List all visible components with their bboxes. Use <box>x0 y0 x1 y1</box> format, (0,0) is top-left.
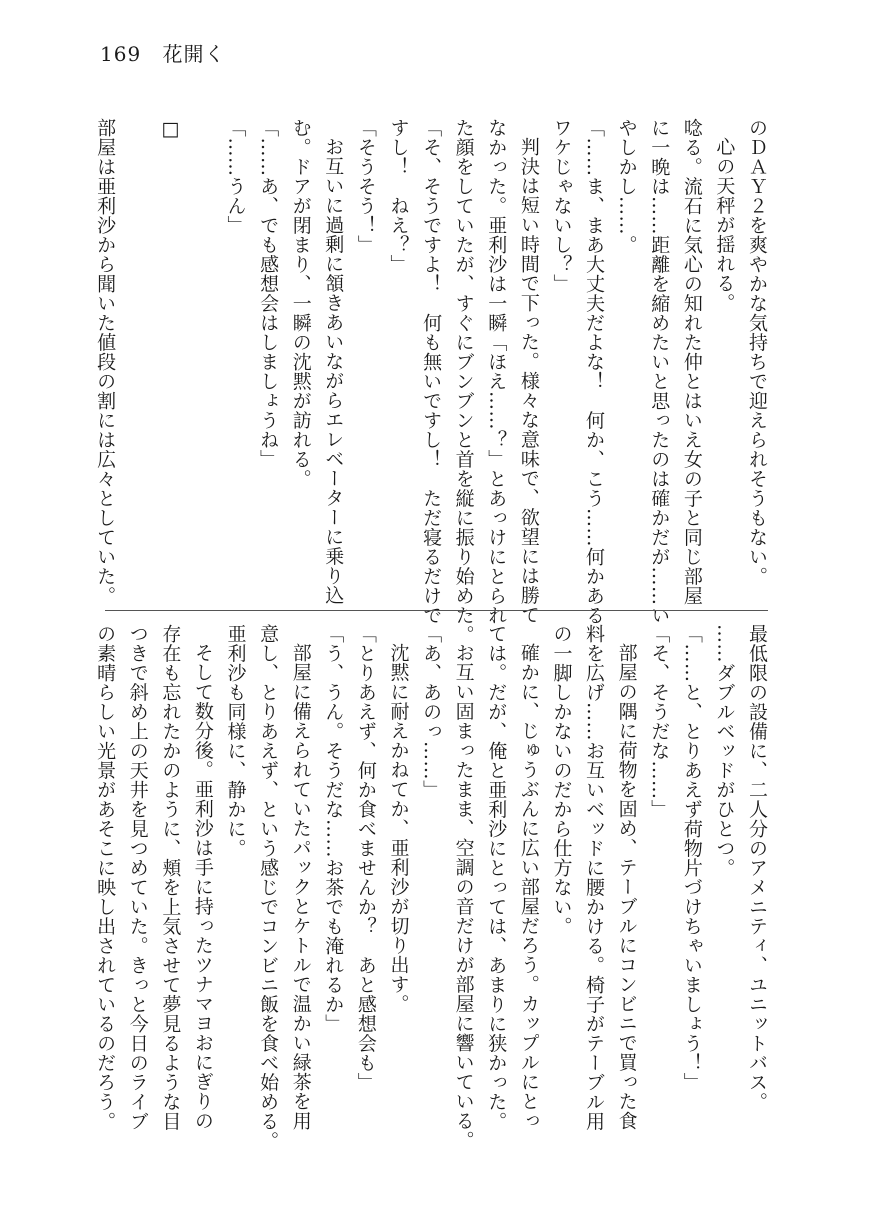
top-text-block <box>89 118 773 645</box>
text-line: 「う、うん。そうだな……お茶でも淹れるか」 <box>322 624 345 1034</box>
text-line <box>121 118 154 598</box>
text-line: 唸る。流石に気心の知れた仲とはいえ女の子と同じ部屋 <box>680 118 703 606</box>
text-line: 判決は短い時間で下った。様々な意味で、欲望には勝て <box>517 137 540 625</box>
text-line: お互い固まったまま、空調の音だけが部屋に響いている。 <box>452 643 475 1150</box>
text-line: 部屋は亜利沙から聞いた値段の割には広々としていた。 <box>94 118 117 606</box>
text-line: ては。だが、俺と亜利沙にとっては、あまりに狭かった。 <box>485 624 508 1131</box>
text-line: た顔をしていたが、すぐにブンブンと首を縦に振り始めた。 <box>452 118 475 645</box>
text-line: 心の天秤が揺れる。 <box>713 137 736 313</box>
text-line: そして数分後。亜利沙は手に持ったツナマヨおにぎりの <box>191 643 214 1131</box>
text-line: 「そうそう！」 <box>354 118 377 255</box>
section-divider <box>105 610 768 611</box>
text-line: む。ドアが閉まり、一瞬の沈黙が訪れる。 <box>289 118 312 489</box>
page-number: 169 <box>100 42 142 66</box>
text-line: 「……あ、でも感想会はしましょうね」 <box>257 118 280 469</box>
text-line: 存在も忘れたかのように、頬を上気させて夢見るような目 <box>159 624 182 1131</box>
text-line: 確かに、じゅうぶんに広い部屋だろう。カップルにとっ <box>517 643 540 1131</box>
text-line: 亜利沙も同様に、静かに。 <box>224 624 247 858</box>
text-line: 料を広げ……お互いベッドに腰かける。椅子がテーブル用 <box>583 624 606 1131</box>
text-line: 「あ、あのっ……」 <box>420 624 443 800</box>
text-line <box>186 118 219 598</box>
text-line: 部屋の隅に荷物を固め、テーブルにコンビニで買った食 <box>615 643 638 1131</box>
text-line: 「そ、そうですよ！ 何も無いですし！ ただ寝るだけで <box>420 118 443 625</box>
text-line: の素晴らしい光景があそこに映し出されているのだろう。 <box>94 624 117 1131</box>
text-line: つきで斜め上の天井を見つめていた。きっと今日のライブ <box>126 624 149 1131</box>
text-line: やしかし……。 <box>615 118 638 255</box>
text-line: すし！ ねえ？」 <box>387 118 410 274</box>
text-line: ワケじゃないし？」 <box>550 118 573 294</box>
text-line: なかった。亜利沙は一瞬「ほえ……？」とあっけにとられ <box>485 118 508 625</box>
text-line: のＤＡＹ２を爽やかな気持ちで迎えられそうもない。 <box>746 118 768 586</box>
text-line: 「そ、そうだな……」 <box>648 624 671 819</box>
text-line: に一晩は……距離を縮めたいと思ったのは確かだが……い <box>648 118 671 625</box>
text-line: □ <box>159 118 182 141</box>
page-header <box>100 38 226 67</box>
text-line: 意し、とりあえず、という感じでコンビニ飯を食べ始める。 <box>257 624 280 1151</box>
text-line: 沈黙に耐えかねてか、亜利沙が切り出す。 <box>387 643 410 1014</box>
text-line: 部屋に備えられていたパックとケトルで温かい緑茶を用 <box>289 643 312 1131</box>
text-line: 「……と、とりあえず荷物片づけちゃいましょう！」 <box>680 624 703 1092</box>
text-line: お互いに過剰に頷きあいながらエレベーターに乗り込 <box>322 137 345 605</box>
text-line: の一脚しかないのだから仕方ない。 <box>550 624 573 936</box>
text-line: 「……うん」 <box>224 118 247 235</box>
text-line: 「……ま、まあ大丈夫だよな！ 何か、こう……何かある <box>583 118 606 625</box>
text-line: ……ダブルベッドがひとつ。 <box>713 624 736 878</box>
bottom-text-block <box>89 624 773 1151</box>
text-line: 最低限の設備に、二人分のアメニティ、ユニットバス。 <box>746 624 768 1112</box>
text-line: 「とりあえず、何か食べませんか？ あと感想会も」 <box>354 624 377 1092</box>
chapter-title: 花開く <box>162 42 226 66</box>
